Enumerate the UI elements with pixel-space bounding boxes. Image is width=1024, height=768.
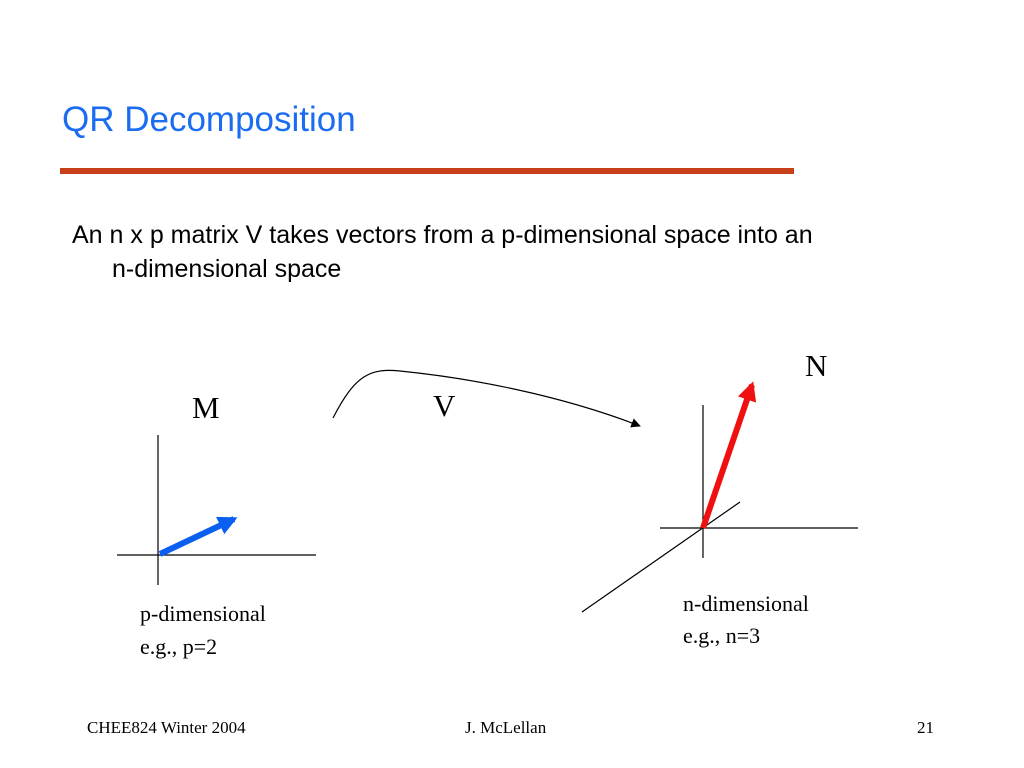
footer-author: J. McLellan: [465, 718, 547, 737]
slide-title: QR Decomposition: [62, 100, 356, 139]
right-caption-line-2: e.g., n=3: [683, 623, 761, 648]
mapping-curve-arrow: [333, 370, 640, 426]
red-vector: [703, 385, 752, 528]
body-line-1: An n x p matrix V takes vectors from a p-dimensional space into an: [72, 221, 813, 249]
blue-vector: [160, 519, 234, 554]
body-line-2: n-dimensional space: [112, 255, 342, 283]
right-caption-line-1: n-dimensional: [683, 591, 809, 616]
left-caption-line-2: e.g., p=2: [140, 634, 218, 659]
left-caption-line-1: p-dimensional: [140, 601, 266, 626]
footer-course: CHEE824 Winter 2004: [87, 718, 246, 737]
map-label-v: V: [433, 388, 456, 423]
footer-page-number: 21: [917, 718, 934, 737]
space-label-n: N: [805, 348, 828, 383]
space-label-m: M: [192, 390, 220, 425]
